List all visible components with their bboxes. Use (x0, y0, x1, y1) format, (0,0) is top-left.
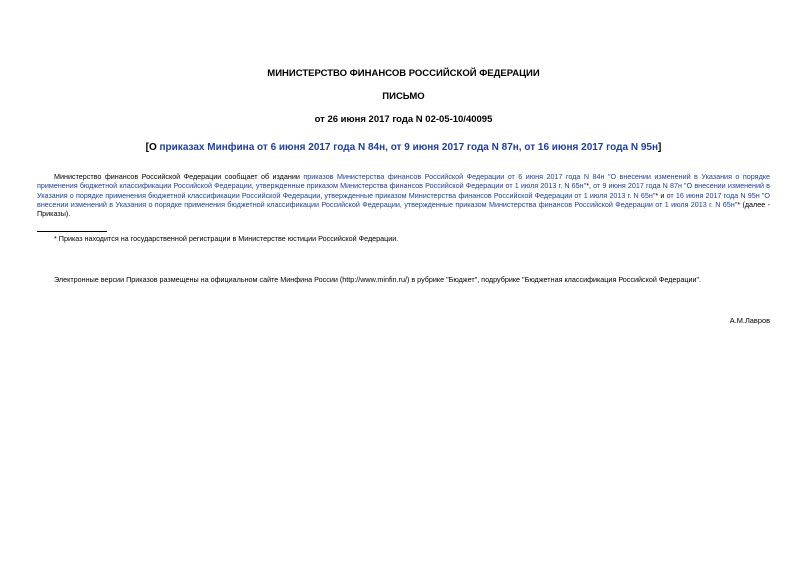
para1-mid1: *, (586, 181, 594, 191)
para1-mid2: * и (655, 190, 667, 200)
document-date-number: от 26 июня 2017 года N 02-05-10/40095 (314, 114, 493, 125)
order-87n-link[interactable]: от 9 июня 2017 года N 87н "О внесении изменений в Указания о порядке применения бюджетной классификации Российской Федерации, утвержденные приказом Министерства финансов Российской Федерации от 1 июля 2013 г. N 65н" (37, 181, 770, 200)
footnote: * Приказ находится на государственной регистрации в Министерстве юстиции Российской Федерации. (54, 234, 399, 243)
para1-end: * (далее - Приказы). (37, 199, 770, 219)
footnote-divider (37, 231, 107, 232)
ministry-title: МИНИСТЕРСТВО ФИНАНСОВ РОССИЙСКОЙ ФЕДЕРАЦИИ (267, 68, 540, 79)
signature: А.М.Лавров (729, 316, 770, 325)
para1-start: Министерство финансов Российской Федерации сообщает об издании (54, 172, 304, 181)
paragraph-2: Электронные версии Приказов размещены на официальном сайте Минфина России (http://www.minfin.ru/) в рубрике "Бюджет", подрубрике "Бюджетная классификация Российской Федерации". (54, 275, 702, 284)
paragraph-1 (37, 172, 770, 218)
subject-link[interactable]: приказах Минфина от 6 июня 2017 года N 84н, от 9 июня 2017 года N 87н, от 16 июня 2017 года N 95н (159, 142, 659, 153)
order-84n-link[interactable]: приказов Министерства финансов Российской Федерации от 6 июня 2017 года N 84н "О внесении изменений в Указания о порядке применения бюджетной классификации Российской Федерации, утвержденные приказом Министерства финансов Российской Федерации от 1 июля 2013 г. N 65н" (37, 172, 770, 191)
order-95n-link[interactable]: от 16 июня 2017 года N 95н "О внесении изменений в Указания о порядке применения бюджетной классификации Российской Федерации, утвержденные приказом Министерства финансов Российской Федерации от 1 июля 2013 г. N 65н" (37, 190, 771, 209)
subject-open: [О (145, 142, 160, 153)
document-subject (0, 141, 807, 154)
document-type: ПИСЬМО (382, 91, 425, 102)
subject-close: ] (658, 142, 662, 153)
